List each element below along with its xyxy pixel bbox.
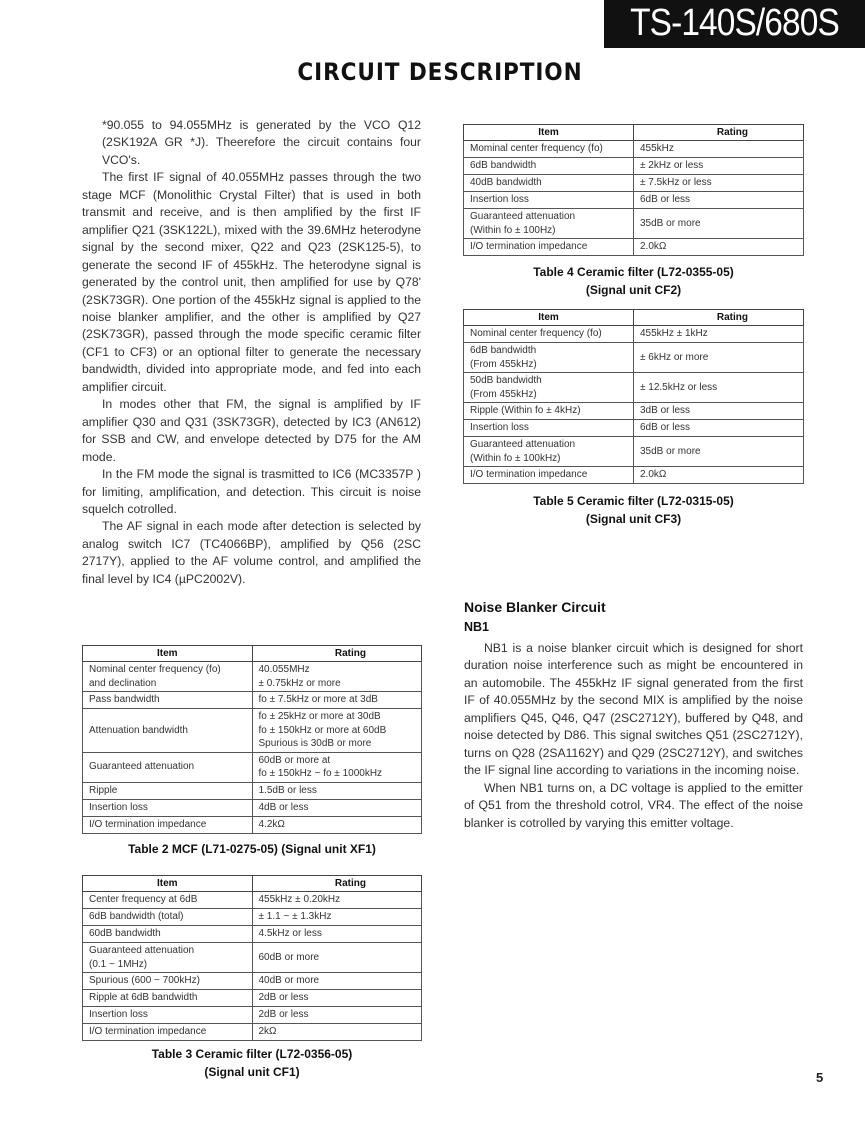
item-cell: 60dB bandwidth <box>83 926 253 943</box>
item-cell: Ripple (Within fo ± 4kHz) <box>464 403 634 420</box>
rating-cell: 4dB or less <box>252 799 422 816</box>
table-row <box>464 403 804 420</box>
rating-cell: 2dB or less <box>252 990 422 1007</box>
table-row <box>83 990 422 1007</box>
item-cell: I/O termination impedance <box>83 816 253 833</box>
rating-cell: 35dB or more <box>634 209 804 239</box>
rating-cell: 2kΩ <box>252 1024 422 1041</box>
table-row <box>464 326 804 343</box>
paragraph: The AF signal in each mode after detection is selected by analog switch IC7 (TC4066BP), amplified by Q56 (2SC 2717Y), applied to the AF volume control, and amplified the final level by IC4 (µPC2002V). <box>82 519 421 586</box>
rating-cell: 60dB or more at fo ± 150kHz ~ fo ± 1000kHz <box>252 752 422 782</box>
model-banner <box>604 0 865 48</box>
table-row <box>464 209 804 239</box>
table-header-row <box>464 310 804 326</box>
item-cell: Center frequency at 6dB <box>83 892 253 909</box>
item-cell: Insertion loss <box>464 192 634 209</box>
table-2-caption: Table 2 MCF (L71-0275-05) (Signal unit XF1) <box>128 842 376 856</box>
noise-blanker-text <box>464 640 803 832</box>
table-5 <box>463 309 804 484</box>
rating-cell: fo ± 7.5kHz or more at 3dB <box>252 692 422 709</box>
table-3 <box>82 875 422 1041</box>
table-row <box>83 816 422 833</box>
paragraph: In the FM mode the signal is trasmitted to IC6 (MC3357P ) for limiting, amplification, and detection. This circuit is noise squelch cotrolled. <box>82 467 421 516</box>
table-row <box>464 343 804 373</box>
page-title: CIRCUIT DESCRIPTION <box>297 58 583 86</box>
table-4-caption: Table 4 Ceramic filter (L72-0355-05) (Signal unit CF2) <box>533 265 734 297</box>
left-body-text <box>82 117 421 588</box>
rating-cell: 35dB or more <box>634 437 804 467</box>
item-cell: Insertion loss <box>83 799 253 816</box>
table-header-row <box>83 876 422 892</box>
item-cell: Nominal center frequency (fo) <box>464 326 634 343</box>
table-row <box>464 192 804 209</box>
table-row <box>83 909 422 926</box>
table-3-caption: Table 3 Ceramic filter (L72-0356-05) (Signal unit CF1) <box>151 1047 353 1079</box>
rating-cell: 455kHz <box>634 141 804 158</box>
item-cell: Guaranteed attenuation <box>83 752 253 782</box>
table-row <box>83 926 422 943</box>
rating-cell: 1.5dB or less <box>252 782 422 799</box>
item-cell: Nominal center frequency (fo) and declination <box>83 662 253 692</box>
item-cell: Attenuation bandwidth <box>83 709 253 753</box>
table-row <box>464 420 804 437</box>
rating-cell: 40.055MHz ± 0.75kHz or more <box>252 662 422 692</box>
table-row <box>83 973 422 990</box>
item-cell: 40dB bandwidth <box>464 175 634 192</box>
paragraph: NB1 is a noise blanker circuit which is designed for short duration noise interference such as might be encountered in an automobile. The 455kHz IF signal generated from the first IF of 40.055MHz by the second MIX is amplified by the noise amplifiers Q45, Q46, Q47 (2SC2712Y), buffered by Q48, and noise detected by D86. This signal switches Q51 (2SC2712Y), turns on Q28 (2SA1162Y) and Q29 (2SC2712Y), and switches the IF signal line according to variations in the incoming noise. <box>464 641 803 778</box>
rating-cell: 455kHz ± 0.20kHz <box>252 892 422 909</box>
item-cell: 6dB bandwidth (total) <box>83 909 253 926</box>
page-number: 5 <box>816 1070 824 1085</box>
table-row <box>83 1024 422 1041</box>
rating-cell: 2.0kΩ <box>634 239 804 256</box>
paragraph: *90.055 to 94.055MHz is generated by the VCO Q12 (2SK192A GR *J). Theerefore the circuit contains four VCO's. <box>102 118 421 167</box>
column-header-rating: Rating <box>634 125 804 141</box>
paragraph: The first IF signal of 40.055MHz passes through the two stage MCF (Monolithic Crystal Filter) that is used in both transmit and receive, and is then amplified by the first IF amplifier Q21 (3SK122L), mixed with the 39.6MHz heterodyne signal by the second mixer, Q22 and Q23 (2SK125-5), to generate the second IF of 455kHz. The heterodyne signal is generated by the control unit, then amplified for use by Q78' (2SK73GR). One portion of the 455kHz signal is applied to the noise blanker amplifier, and the other is amplified by Q27 (2SK73GR), passed through the mode specific ceramic filter (CF1 to CF3) or an optional filter to generate the necessary bandwidth, divided into appropriate mode, and fed into each amplifier circuit. <box>82 170 421 394</box>
table-row <box>83 782 422 799</box>
rating-cell: fo ± 25kHz or more at 30dB fo ± 150kHz or more at 60dB Spurious is 30dB or more <box>252 709 422 753</box>
table-row <box>83 892 422 909</box>
rating-cell: 2.0kΩ <box>634 467 804 484</box>
table-row <box>464 175 804 192</box>
table-row <box>464 158 804 175</box>
rating-cell: 455kHz ± 1kHz <box>634 326 804 343</box>
item-cell: Insertion loss <box>83 1007 253 1024</box>
rating-cell: 4.2kΩ <box>252 816 422 833</box>
table-row <box>83 662 422 692</box>
table-row <box>83 709 422 753</box>
rating-cell: 40dB or more <box>252 973 422 990</box>
column-header-item: Item <box>83 876 253 892</box>
table-2 <box>82 645 422 834</box>
model-name: TS-140S/680S <box>630 2 839 44</box>
item-cell: Insertion loss <box>464 420 634 437</box>
rating-cell: ± 1.1 ~ ± 1.3kHz <box>252 909 422 926</box>
item-cell: Guaranteed attenuation (Within fo ± 100Hz) <box>464 209 634 239</box>
table-4 <box>463 124 804 256</box>
table-row <box>464 467 804 484</box>
rating-cell: 6dB or less <box>634 420 804 437</box>
item-cell: 50dB bandwidth (From 455kHz) <box>464 373 634 403</box>
item-cell: I/O termination impedance <box>83 1024 253 1041</box>
item-cell: 6dB bandwidth (From 455kHz) <box>464 343 634 373</box>
rating-cell: 60dB or more <box>252 943 422 973</box>
section-heading: Noise Blanker Circuit <box>464 599 606 615</box>
item-cell: Mominal center frequency (fo) <box>464 141 634 158</box>
table-row <box>464 141 804 158</box>
table-row <box>83 943 422 973</box>
rating-cell: ± 12.5kHz or less <box>634 373 804 403</box>
table-row <box>464 373 804 403</box>
subsection-heading: NB1 <box>464 620 490 634</box>
rating-cell: 3dB or less <box>634 403 804 420</box>
table-row <box>83 799 422 816</box>
column-header-rating: Rating <box>252 646 422 662</box>
item-cell: Ripple <box>83 782 253 799</box>
column-header-rating: Rating <box>634 310 804 326</box>
rating-cell: ± 6kHz or more <box>634 343 804 373</box>
item-cell: I/O termination impedance <box>464 467 634 484</box>
item-cell: Pass bandwidth <box>83 692 253 709</box>
rating-cell: ± 7.5kHz or less <box>634 175 804 192</box>
column-header-item: Item <box>83 646 253 662</box>
item-cell: 6dB bandwidth <box>464 158 634 175</box>
table-5-caption: Table 5 Ceramic filter (L72-0315-05) (Signal unit CF3) <box>533 494 734 526</box>
table-row <box>83 752 422 782</box>
table-row <box>464 239 804 256</box>
table-row <box>83 692 422 709</box>
rating-cell: 2dB or less <box>252 1007 422 1024</box>
rating-cell: 6dB or less <box>634 192 804 209</box>
table-header-row <box>83 646 422 662</box>
table-row <box>464 437 804 467</box>
column-header-item: Item <box>464 310 634 326</box>
paragraph: When NB1 turns on, a DC voltage is applied to the emitter of Q51 from the threshold cotrol, VR4. The effect of the noise blanker is cotrolled by varying this emitter voltage. <box>464 780 803 830</box>
item-cell: Guaranteed attenuation (0.1 ~ 1MHz) <box>83 943 253 973</box>
paragraph: In modes other that FM, the signal is amplified by IF amplifier Q30 and Q31 (3SK73GR), detected by IC3 (AN612) for SSB and CW, and envelope detected by D75 for the AM mode. <box>82 397 421 464</box>
column-header-rating: Rating <box>252 876 422 892</box>
table-header-row <box>464 125 804 141</box>
rating-cell: ± 2kHz or less <box>634 158 804 175</box>
table-row <box>83 1007 422 1024</box>
item-cell: Spurious (600 ~ 700kHz) <box>83 973 253 990</box>
item-cell: Ripple at 6dB bandwidth <box>83 990 253 1007</box>
item-cell: Guaranteed attenuation (Within fo ± 100kHz) <box>464 437 634 467</box>
rating-cell: 4.5kHz or less <box>252 926 422 943</box>
item-cell: I/O termination impedance <box>464 239 634 256</box>
column-header-item: Item <box>464 125 634 141</box>
